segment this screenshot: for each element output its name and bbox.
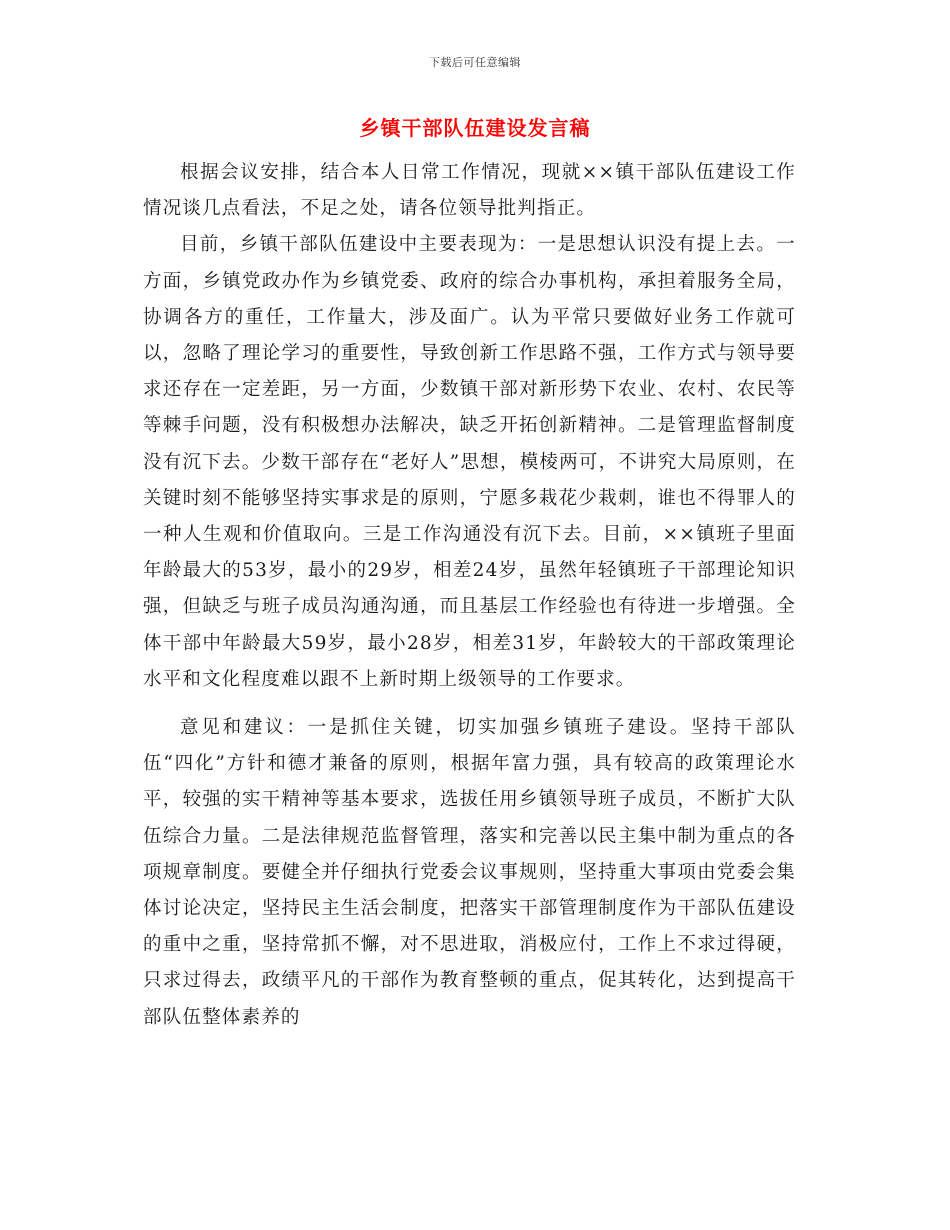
paragraph-intro: 根据会议安排，结合本人日常工作情况，现就××镇干部队伍建设工作情况谈几点看法，不足之处，请各位领导批判指正。 <box>143 162 796 220</box>
page-title: 乡镇干部队伍建设发言稿 <box>359 116 591 140</box>
header-note: 下载后可任意编辑 <box>429 56 521 69</box>
paragraph-problems: 目前，乡镇干部队伍建设中主要表现为：一是思想认识没有提上去。一方面，乡镇党政办作为乡镇党委、政府的综合办事机构，承担着服务全局，协调各方的重任，工作量大，涉及面广。认为平常只要做好业务工作就可以，忽略了理论学习的重要性，导致创新工作思路不强，工作方式与领导要求还存在一定差距，另一方面，少数镇干部对新形势下农业、农村、农民等等棘手问题，没有积极想办法解决，缺乏开拓创新精神。二是管理监督制度没有沉下去。少数干部存在“老好人”思想，模棱两可，不讲究大局原则，在关键时刻不能够坚持实事求是的原则，宁愿多栽花少栽刺，谁也不得罪人的一种人生观和价值取向。三是工作沟通没有沉下去。目前，××镇班子里面年龄最大的53岁，最小的29岁，相差24岁，虽然年轻镇班子干部理论知识强，但缺乏与班子成员沟通沟通，而且基层工作经验也有待进一步增强。全体干部中年龄最大59岁，最小28岁，相差31岁，年龄较大的干部政策理论水平和文化程度难以跟不上新时期上级领导的工作要求。 <box>143 234 796 690</box>
paragraph-suggestions: 意见和建议：一是抓住关键，切实加强乡镇班子建设。坚持干部队伍“四化”方针和德才兼备的原则，根据年富力强，具有较高的政策理论水平，较强的实干精神等基本要求，选拔任用乡镇领导班子成员，不断扩大队伍综合力量。二是法律规范监督管理，落实和完善以民主集中制为重点的各项规章制度。要健全并仔细执行党委会议事规则，坚持重大事项由党委会集体讨论决定，坚持民主生活会制度，把落实干部管理制度作为干部队伍建设的重中之重，坚持常抓不懈，对不思进取，消极应付，工作上不求过得硬，只求过得去，政绩平凡的干部作为教育整顿的重点，促其转化，达到提高干部队伍整体素养的 <box>143 717 796 1028</box>
document-body <box>143 155 796 1036</box>
